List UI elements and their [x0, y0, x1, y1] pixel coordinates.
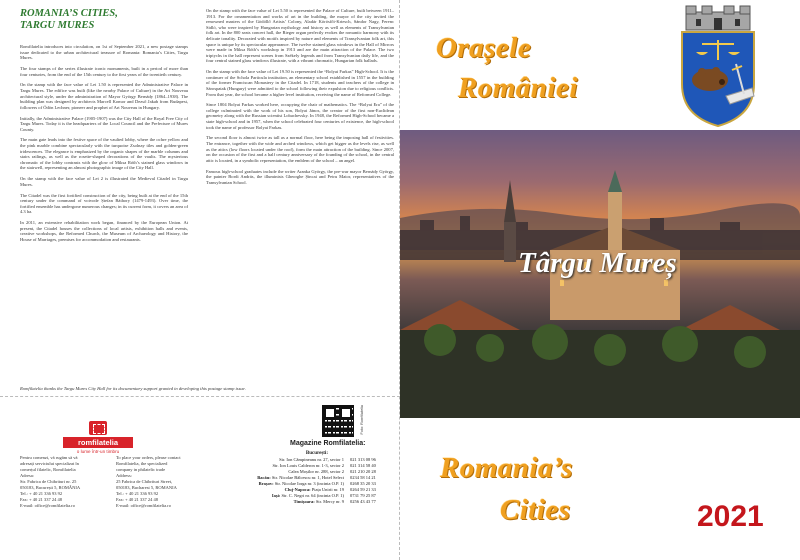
- shop-row: Bacău: Str. Nicolae Bălcescu nr. 1, Hotel Select 0234 58 14 21: [257, 475, 376, 480]
- photo-credit: Foto: Romfilatelia: [360, 405, 364, 435]
- contact-ro-line: Tel.: + 40 21 336 93 92: [20, 491, 63, 496]
- contact-ro-line: Fax: + 40 21 337 24 48: [20, 497, 63, 502]
- contact-ro-email[interactable]: E-mail: office@romfilatelia.ro: [20, 503, 76, 508]
- contact-ro-line: Adresa:: [20, 473, 34, 478]
- stamp-icon: [89, 421, 107, 435]
- left-paragraph: The Citadel was the first fortified construction of the city, being built at the end of the 15th century under the command of voivode Ștefan Báthory (1479-1493). Over time, the fortified ensemble has undergone numerous changes; in its current form, it covers an area of 4.3 ha.: [20, 192, 188, 215]
- shop-row: Cluj-Napoca: Piața Unirii nr. 19 0264 59 21 33: [284, 487, 376, 492]
- cover-panel: [400, 0, 800, 560]
- contact-en-line: To place your orders, please contact: [116, 455, 181, 460]
- cover-bottom-band: [400, 418, 800, 560]
- cover-title-line-1: Orașele: [436, 32, 532, 64]
- left-paragraph: Romfilatelia introduces into circulation, on 1st of September 2021, a new postage stamps issue dedicated to the urban architectural treasure of Romania: Romania’s Cities, Targu Mures.: [20, 44, 188, 61]
- left-title-line-1: ROMANIA’S CITIES,: [20, 8, 118, 19]
- contact-section: [0, 397, 400, 560]
- middle-paragraph: On the stamp with the face value of Lei 5.50 is represented the Palace of Culture, built between 1911–1913. For the ornamentation and works of art in the building, the mayor of the city invited the renowned masters of the Gödöllő Artists’ Colony, Aladár Körösfői-Kriesch, Sándor Nagy, Ferenc Sidló, who were inspired by Hungarian mythology and history as well as elements of Transylvanian folk art. In the 800 seats concert hall, the Rieger organ perfectly evokes the romantic harmony with its delicate tonality. Decorated with motifs inspired by nature and elements of Transylvanian folk art, this space is unique by its spectacular appearance. The twelve stained glass windows in the Hall of Mirrors were made in Miksa Róth’s workshop in 1913 and are the main attraction of the Palace. The two triptychs in the hall represent scenes from Székely legends and from Transylvanian daily life, and the four central stained glass windows illustrate, with a vibrant chromatic, Hungarian folk ballads.: [206, 8, 394, 64]
- issue-year: 2021: [697, 500, 764, 533]
- qr-code-icon[interactable]: [322, 405, 354, 437]
- middle-paragraph: Famous high-school graduates include the writer Aranka György, the pre-war mayor Bernády György, the painter Bordi András, the illuminists Gheorghe Șincai and Petru Maior, representatives of the Transylvanian School.: [206, 168, 394, 185]
- contact-ro-line: 050183, București 5, ROMÂNIA: [20, 485, 81, 490]
- contact-en-email[interactable]: E-mail: office@romfilatelia.ro: [116, 503, 172, 508]
- contact-ro-line: Str. Fabrica de Chibrituri nr. 25: [20, 479, 77, 484]
- cover-subtitle-line-2: Cities: [500, 494, 571, 526]
- left-title-line-2: TARGU MURES: [20, 20, 95, 31]
- left-paragraph: On the stamp with the face value of Lei 2 is illustrated the Medieval Citadel in Targu Mures.: [20, 176, 188, 187]
- contact-en-line: Tel.: + 40 21 336 93 92: [116, 491, 159, 496]
- cover-title-line-2: României: [458, 72, 579, 104]
- shop-row: Calea Moșilor nr. 288, sector 2 021 210 20 28: [288, 469, 376, 474]
- contact-en-line: Romfilatelia, the specialized: [116, 461, 168, 466]
- left-paragraph: On the stamp with the face value of Lei 1.50 is represented the Administrative Palace in Targu Mures. The edifice was built (like the nearby Palace of Culture) in the Art Nouveau architectural style, under the administration of Mayor György Bernády (1864–1938). The building plan was designed by architects Marcell Komor and Dezső Jakab from Budapest, followers of Ödön Lechner, pioneer and prophet of Art Nouveau in Hungary.: [20, 82, 188, 110]
- thanks-note: Romfilatelia thanks the Targu Mures City Hall for its documentary support granted in developing this postage stamp issue.: [20, 386, 246, 391]
- contact-ro-line: comerțul filatelic, Romfilatelia: [20, 467, 76, 472]
- shop-row: Str. Ion Louis Calderon nr. 1-3, sector 2 021 314 58 40: [272, 463, 376, 468]
- contact-en-line: 25 Fabrica de Chibrituri Street,: [116, 479, 173, 484]
- contact-en-line: company in philatelic trade: [116, 467, 166, 472]
- left-paragraph: Initially, the Administrative Palace (1905-1907) was the City Hall of the Royal Free City of Targu Mures. Today it is the headquarters of the Local Council and the Prefecture of Mures County.: [20, 115, 188, 132]
- middle-paragraph: The second floor is almost twice as tall as a normal floor, here being the imposing hall of festivities. The entrance, together with the wide and arched windows, which get bigger as the levels rise, as well as the attics (low floors located under the roof), form the main attraction of the building. Since 2007, on the occasion of the first and a half century anniversary of the founding of the school, in the central attic is located, in a symbolic representation, the emblem of the school – an angel.: [206, 135, 394, 163]
- city-name: Târgu Mureș: [518, 247, 677, 279]
- middle-paragraph: On the stamp with the face value of Lei 19.50 is represented the “Bolyai Farkas” High-School. It is the continuer of the Schola Particula institution, an elementary school established in 1557 in the building of the former Franciscan Monastery in the Citadel. In 1718, students and teachers of the college in Sárospatak (Hungary) were admitted to the school following their expulsion due to religious conflicts. From that year, the school became a higher level institution, receiving the name of Reformed College.: [206, 69, 394, 97]
- shop-row: Timișoara: Str. Mercy nr. 9 0256 43 43 77: [293, 499, 376, 504]
- contact-en-line: 050183, Bucharest 5, ROMANIA: [116, 485, 177, 490]
- left-paragraph: In 2011, an extensive rehabilitation work began, financed by the European Union. At present, the Citadel houses the collections of local artists, exhibition halls and events, creative workshops, the Reformed Church, the Museum of Archaeology and History, the House of Marriages, premises for accommodation and restaurants.: [20, 220, 188, 242]
- logo-tagline: o lume într-un timbru: [76, 449, 120, 454]
- romfilatelia-logo: [63, 421, 133, 454]
- left-paragraph: The four stamps of the series illustrate iconic monuments, built in a period of more than four centuries, from the end of the 15th century to the first years of the twentieth century.: [20, 65, 188, 77]
- contact-ro-line: adresați serviciului specializat în: [20, 461, 79, 466]
- left-paragraph: The main gate leads into the festive space of the vaulted lobby, where the ochre yellow and the pink marble combine spectacularly with the turquoise Zsolnay tiles and golden-green iridescences. The elegance is emphasized by the organic shapes of the marble columns and stairs railings, as well as the rosette-shaped decorations of the vaults. The mysterious chromatic of the lobby contrasts with the glow of Miksa Róth’s stained glass windows in the stairwell, representing an almost photographic image of the City Hall.: [20, 137, 188, 171]
- contact-en-line: Address:: [116, 473, 132, 478]
- contact-en-line: Fax: + 40 21 337 24 48: [116, 497, 159, 502]
- contact-en: [116, 455, 228, 509]
- coat-of-arms-icon: [672, 4, 764, 128]
- shop-row: Str. Ion Câmpineanu nr. 27, sector 1 021 313 08 96: [279, 457, 376, 462]
- contact-ro-line: Pentru comenzi, vă rugăm să vă: [20, 455, 78, 460]
- shops-heading: București:: [305, 451, 328, 456]
- shop-row: Iași: Str. C. Negri nr. 64 (incinta O.P. 1) 0731 79 25 87: [271, 493, 376, 498]
- middle-paragraph: Since 1804 Bolyai Farkas worked here, occupying the chair of mathematics. The “Bolyai Era” of the college culminated with the work of his son, Bolyai János, the creator of the first non-Euclidean geometry along with the Russian scientist Lobachevsky. In 1948, the Reformed High-School became a state high-school and in 1957, when the school celebrated four centuries of existence, the high-school took the name of professor Bolyai Farkas.: [206, 102, 394, 130]
- cover-subtitle-line-1: Romania’s: [440, 452, 573, 484]
- shop-list: [222, 451, 398, 505]
- magazine-title: Magazine Romfilatelia:: [290, 440, 366, 447]
- shop-row: Brașov: Str. Nicolae Iorga nr. 3 (incinta O.P. 1) 0268 35 20 33: [258, 481, 376, 486]
- contact-ro: [20, 455, 110, 509]
- logo-name: romfilatelia: [63, 437, 133, 448]
